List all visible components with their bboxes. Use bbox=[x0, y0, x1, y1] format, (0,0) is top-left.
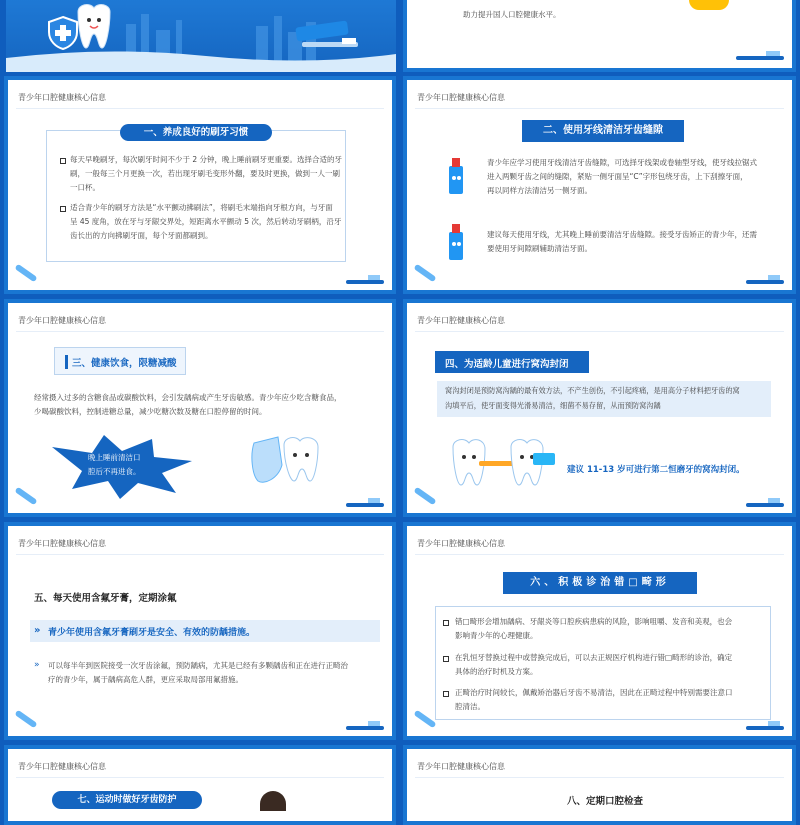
bullet-icon bbox=[60, 158, 66, 164]
toothbrush-corner-icon bbox=[746, 718, 786, 732]
chevron-right-icon: » bbox=[34, 625, 41, 636]
slide-cover-top-right bbox=[403, 0, 796, 72]
toothbrush-corner-icon bbox=[346, 495, 386, 509]
list-item: 错□畸形会增加龋病、牙龈炎等口腔疾病患病的风险，影响咀嚼、发音和美观，也会 影响青少年的心理健康。 bbox=[455, 617, 733, 640]
top-right-text: 助力提升国人口腔健康水平。 bbox=[463, 10, 561, 19]
tooth-with-shield-icon bbox=[248, 435, 338, 489]
toothbrush-toothpaste-icon bbox=[292, 18, 362, 58]
slide-malocclusion bbox=[403, 522, 796, 740]
slide-floss bbox=[403, 76, 796, 294]
slide-header: 青少年口腔健康核心信息 bbox=[18, 93, 106, 102]
burst-text: 晚上睡前清洁口 腔后不再进食。 bbox=[88, 453, 141, 476]
slide-sports-protection bbox=[4, 745, 396, 825]
section-title: 八、定期口腔检查 bbox=[567, 796, 644, 807]
toothbrush-corner-icon bbox=[346, 272, 386, 286]
chevron-right-icon: » bbox=[34, 660, 40, 670]
slide-cover-top-left bbox=[6, 0, 396, 72]
person-illustration bbox=[260, 791, 286, 811]
paragraph-1: 每天早晚刷牙，每次刷牙时间不少于 2 分钟，晚上睡前刷牙更重要。选择合适的牙 刷，一般每三个月更换一次，若出现牙刷毛变形外翻，要及时更换，做到一人一刷 一口杯。 bbox=[70, 155, 343, 192]
mouthwash-bottle-icon bbox=[443, 224, 469, 262]
paragraph: 可以每半年到医院接受一次牙齿涂氟，预防龋病，尤其是已经有多颗龋齿和正在进行正畸治 疗的青少年，属于龋病高危人群，更应采取局部用氟措施。 bbox=[48, 661, 348, 684]
slide-header: 青少年口腔健康核心信息 bbox=[417, 762, 505, 771]
toothbrush-corner-icon bbox=[411, 483, 441, 509]
toothbrush-corner-icon bbox=[12, 483, 42, 509]
slide-header: 青少年口腔健康核心信息 bbox=[417, 316, 505, 325]
bullet-icon bbox=[443, 620, 449, 626]
highlight-text: 青少年使用含氟牙膏刷牙是安全、有效的防龋措施。 bbox=[48, 628, 256, 638]
slide-header: 青少年口腔健康核心信息 bbox=[417, 93, 505, 102]
slide-header: 青少年口腔健康核心信息 bbox=[18, 762, 106, 771]
advice-text: 建议 11-13 岁可进行第二恒磨牙的窝沟封闭。 bbox=[567, 465, 745, 475]
toothbrush-corner-icon bbox=[746, 495, 786, 509]
toothbrush-corner-icon bbox=[346, 718, 386, 732]
slide-header: 青少年口腔健康核心信息 bbox=[417, 539, 505, 548]
section-title: 一、养成良好的刷牙习惯 bbox=[120, 124, 272, 141]
toothbrush-corner-icon bbox=[746, 272, 786, 286]
tooth-mascot-icon bbox=[72, 2, 116, 52]
mouthwash-bottle-icon bbox=[443, 158, 469, 196]
list-item: 在乳恒牙替换过程中或替换完成后，可以去正规医疗机构进行错□畸形的诊治，确定 具体的治疗时机及方案。 bbox=[455, 653, 733, 676]
paragraph: 经常摄入过多的含糖食品或碳酸饮料，会引发龋病或产生牙齿敏感。青少年应少吃含糖食品， 少喝碳酸饮料，控制进糖总量，减少吃糖次数及糖在口腔停留的时间。 bbox=[34, 393, 342, 416]
paragraph-2: 建议每天使用牙线，尤其晚上睡前要清洁牙齿缝隙。接受牙齿矫正的青少年，还需 要使用牙间隙刷辅助清洁牙面。 bbox=[487, 230, 757, 253]
slide-header: 青少年口腔健康核心信息 bbox=[18, 539, 106, 548]
list-item: 正畸治疗时间较长，佩戴矫治器后牙齿不易清洁，因此在正畸过程中特别需要注意口 腔清洁。 bbox=[455, 688, 733, 711]
bullet-icon bbox=[443, 691, 449, 697]
section-title: 二、使用牙线清洁牙齿缝隙 bbox=[522, 120, 684, 142]
bullet-icon bbox=[443, 656, 449, 662]
slide-regular-checkup bbox=[403, 745, 796, 825]
toothbrush-corner-icon bbox=[12, 260, 42, 286]
section-title: 五、每天使用含氟牙膏，定期涂氟 bbox=[34, 593, 177, 604]
section-title: 七、运动时做好牙齿防护 bbox=[52, 791, 202, 809]
section-title-box bbox=[54, 347, 186, 375]
toothbrush-corner-icon bbox=[411, 706, 441, 732]
section-title: 三、健康饮食，限糖减酸 bbox=[65, 355, 177, 369]
section-title-bar bbox=[435, 351, 589, 373]
section-title: 六、积极诊治错□畸形 bbox=[503, 572, 697, 594]
toothbrush-corner-icon bbox=[12, 706, 42, 732]
toothbrush-corner-icon bbox=[736, 48, 786, 64]
toothbrush-corner-icon bbox=[411, 260, 441, 286]
slide-sealant bbox=[403, 299, 796, 517]
slide-header: 青少年口腔健康核心信息 bbox=[18, 316, 106, 325]
slide-fluoride bbox=[4, 522, 396, 740]
slide-diet bbox=[4, 299, 396, 517]
highlight-bar bbox=[30, 620, 380, 642]
paragraph-1: 青少年应学习使用牙线清洁牙齿缝隙，可选择牙线架或卷轴型牙线，使牙线拉锯式 进入两颗牙齿之间的缝隙，紧贴一侧牙面呈“C”字形包绕牙齿，上下刮擦牙面， 再以同样方法清洁另一侧牙面。 bbox=[487, 158, 757, 195]
slide-brushing-habits bbox=[4, 76, 396, 294]
bullet-icon bbox=[60, 206, 66, 212]
paragraph-2: 适合青少年的刷牙方法是“水平颤动拂刷法”，将刷毛末端指向牙根方向，与牙面 呈 45 度角，放在牙与牙龈交界处，短距离水平颤动 5 次，然后转动牙刷柄，沿牙 齿长出的方向拂刷牙面，每个牙面都刷到。 bbox=[70, 203, 342, 240]
section-title: 四、为适龄儿童进行窝沟封闭 bbox=[445, 359, 569, 370]
definition-box: 窝沟封闭是预防窝沟龋的最有效方法，不产生创伤，不引起疼痛，是用高分子材料把牙齿的窝 沟填平后，使牙面变得光滑易清洁，细菌不易存留，从而预防窝沟龋 bbox=[437, 381, 771, 417]
teeth-brushing-illustration bbox=[449, 437, 559, 493]
cup-illustration bbox=[689, 0, 729, 10]
